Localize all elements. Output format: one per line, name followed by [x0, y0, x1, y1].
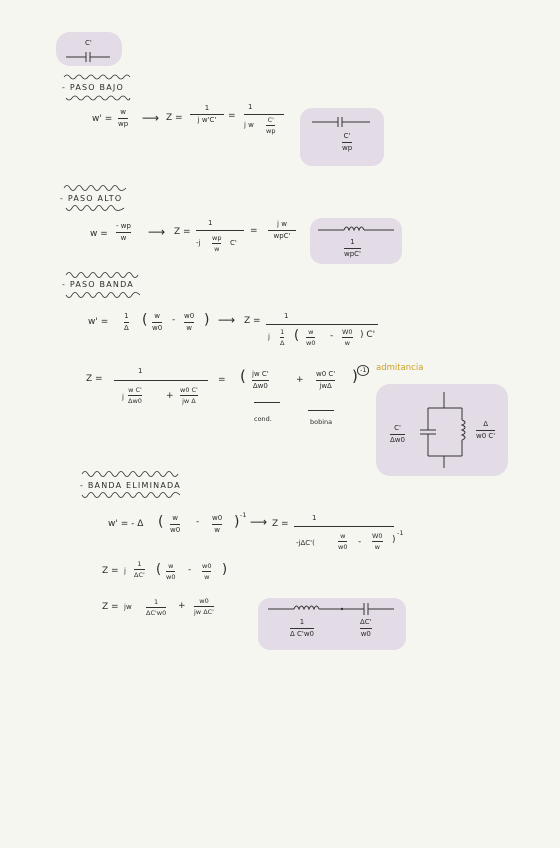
stop-z-pre: -jΔC'( [296, 539, 315, 547]
band-za-fraction [306, 328, 315, 347]
stop-l2-fraction [134, 560, 145, 579]
fraction-bar [244, 114, 284, 115]
numerator: - wp [116, 222, 131, 230]
paren-open: ( [240, 367, 246, 385]
band-r1-fraction [252, 370, 269, 391]
stop-l2-pre: j [124, 567, 126, 575]
numerator: w0 C' [316, 370, 336, 378]
numerator: Δ [483, 420, 488, 428]
numerator: 1 [280, 328, 285, 336]
inductor-symbol [318, 224, 394, 234]
stop-l2a-fraction [166, 562, 175, 581]
numerator: C' [267, 116, 274, 124]
minus: - [188, 565, 192, 575]
paren-open: ( [294, 328, 300, 343]
stop-a-fraction [170, 514, 180, 535]
denominator: wpC' [273, 231, 291, 240]
cond-label: cond. [254, 415, 272, 423]
high-z1-num: 1 [208, 219, 213, 227]
stop-l2-lhs: Z = [102, 566, 119, 576]
bobina-label: bobina [310, 418, 333, 426]
band-t1-fraction [128, 386, 142, 405]
numerator: w C' [128, 386, 142, 394]
denominator: Δ [280, 339, 285, 348]
arrow: ⟶ [148, 225, 166, 239]
numerator: W0 [372, 532, 383, 540]
plus: + [178, 601, 186, 611]
stop-zb-fraction [372, 532, 383, 551]
numerator: C' [343, 132, 351, 140]
fraction-bar [294, 526, 394, 527]
capacitor-symbol [66, 52, 126, 62]
numerator: w0 [212, 514, 223, 522]
denominator: ΔC' [134, 571, 145, 580]
denominator: jwΔ [319, 381, 332, 390]
numerator: j w [277, 220, 287, 228]
heading-paso-banda: - PASO BANDA [62, 280, 134, 289]
squiggle-decoration [66, 96, 130, 102]
low-z-lhs: Z = [166, 113, 183, 123]
low-z2-sub-fraction [266, 116, 275, 135]
numerator: W0 [342, 328, 353, 336]
band-t1-pre: j [122, 393, 124, 401]
squiggle-decoration [82, 494, 180, 500]
paren-close: ) [392, 535, 396, 545]
low-w-lhs: w' = [92, 114, 113, 124]
stop-l2b-fraction [202, 562, 211, 581]
numerator: w [172, 514, 178, 522]
denominator: jw ΔC' [194, 608, 214, 617]
stop-box-c-fraction [360, 618, 372, 639]
stop-z-lhs: Z = [272, 519, 289, 529]
denominator: j w'C' [197, 115, 217, 124]
denominator: w0 [360, 629, 371, 638]
band-box-l-fraction [476, 420, 495, 441]
numerator: w0 C' [180, 386, 198, 394]
denominator: Δ C'w0 [290, 629, 315, 638]
numerator: w0 [199, 597, 209, 605]
low-w-fraction [118, 108, 128, 129]
squiggle-decoration [66, 294, 140, 300]
band-z-pre: j [268, 333, 270, 341]
stop-b-fraction [212, 514, 222, 535]
high-z1-sub-fraction [212, 234, 221, 253]
band-t2-fraction [180, 386, 198, 405]
low-result-fraction [342, 132, 352, 153]
series-lc-symbol [268, 602, 394, 614]
numerator: 1 [154, 598, 159, 606]
denominator: Δ [124, 323, 129, 332]
band-box-c-fraction [390, 424, 405, 445]
equals: = [250, 226, 258, 236]
minus: - [196, 517, 200, 527]
equals: = [228, 111, 236, 121]
minus: - [172, 315, 176, 325]
paren-close: ) [234, 514, 240, 530]
plus: + [296, 375, 304, 385]
numerator: 1 [124, 312, 129, 320]
band-z-lhs: Z = [244, 316, 261, 326]
numerator: ΔC' [360, 618, 372, 626]
squiggle-decoration [66, 207, 124, 213]
fraction-bar [266, 324, 378, 325]
numerator: 1 [299, 618, 305, 626]
arrow: ⟶ [218, 313, 236, 327]
numerator: w [168, 562, 174, 570]
high-z-lhs: Z = [174, 227, 191, 237]
stop-l3-lhs: Z = [102, 602, 119, 612]
fraction-bar [196, 230, 244, 231]
numerator: 1 [204, 104, 210, 112]
band-a-fraction [152, 312, 162, 333]
band-delta-fraction [124, 312, 129, 333]
squiggle-decoration [64, 183, 126, 189]
parallel-lc-circuit [414, 392, 474, 468]
band-z2-num: 1 [138, 367, 143, 375]
denominator: Δw0 [390, 435, 405, 444]
heading-paso-alto: - PASO ALTO [60, 194, 123, 203]
denominator: w [204, 573, 210, 582]
numerator: jw C' [252, 370, 269, 378]
denominator: wpC' [344, 249, 361, 258]
plus: + [166, 391, 174, 401]
stop-l3a-fraction [146, 598, 166, 617]
numerator: C' [394, 424, 401, 432]
squiggle-decoration [64, 73, 130, 79]
high-z1-pre: -j [196, 239, 201, 247]
numerator: 1 [137, 560, 142, 568]
denominator: ΔC'w0 [146, 609, 167, 618]
paren-open: ( [156, 562, 162, 577]
exponent-circled: -1 [357, 365, 369, 376]
capacitor-label: C' [85, 39, 92, 47]
arrow: ⟶ [250, 515, 268, 529]
arrow: ⟶ [142, 111, 160, 125]
high-result-fraction [344, 238, 361, 259]
stop-za-fraction [338, 532, 347, 551]
paren-open: ( [142, 312, 148, 328]
stop-l3-pre: jw [124, 603, 132, 611]
heading-paso-bajo: - PASO BAJO [62, 83, 124, 92]
denominator: jw Δ [182, 397, 196, 406]
denominator: w [186, 323, 192, 332]
paren-close: ) [352, 367, 358, 385]
stop-z-num: 1 [312, 514, 317, 522]
equals: = [218, 375, 226, 385]
numerator: w [154, 312, 160, 320]
paren-close: ) [204, 312, 210, 328]
denominator: wp [342, 143, 353, 152]
exponent: -1 [240, 511, 247, 519]
numerator: wp [212, 234, 222, 242]
band-b-fraction [184, 312, 194, 333]
denominator: w [214, 245, 220, 254]
admitancia-annotation: admitancia [376, 363, 424, 373]
numerator: w [308, 328, 314, 336]
denominator: w [374, 543, 380, 552]
heading-banda-eliminada: - BANDA ELIMINADA [80, 481, 181, 490]
low-z2-pre: j w [244, 121, 254, 129]
band-z-num: 1 [284, 312, 289, 320]
squiggle-decoration [82, 469, 178, 475]
denominator: w0 [170, 525, 181, 534]
band-zd-fraction [280, 328, 284, 347]
denominator: w [214, 525, 220, 534]
denominator: w0 C' [476, 431, 496, 440]
low-z1-fraction [190, 104, 224, 125]
paren-close: ) [222, 562, 228, 577]
denominator: w0 [166, 573, 176, 582]
high-z1-post: C' [230, 239, 237, 247]
denominator: wp [118, 119, 129, 128]
denominator: w [120, 233, 127, 242]
numerator: 1 [350, 238, 355, 246]
capacitor-symbol [312, 117, 372, 127]
low-z2-num: 1 [248, 103, 253, 111]
denominator: w [344, 339, 350, 348]
denominator: Δw0 [128, 397, 142, 406]
numerator: w0 [184, 312, 195, 320]
denominator: wp [266, 127, 276, 136]
high-w-fraction [116, 222, 131, 243]
denominator: w0 [152, 323, 163, 332]
band-zb-fraction [342, 328, 353, 347]
band-r2-fraction [316, 370, 335, 391]
exponent: -1 [397, 529, 404, 537]
underline [254, 402, 280, 403]
band-z2-lhs: Z = [86, 374, 103, 384]
denominator: w0 [338, 543, 348, 552]
high-w-lhs: w = [90, 229, 108, 239]
band-w-lhs: w' = [88, 317, 109, 327]
stop-box-l-fraction [290, 618, 314, 639]
numerator: w0 [202, 562, 212, 570]
stop-l3b-fraction [194, 597, 214, 616]
fraction-bar [114, 380, 208, 381]
numerator: w [120, 108, 126, 116]
stop-w-lhs: w' = - Δ [108, 519, 144, 529]
numerator: w [340, 532, 346, 540]
high-z2-fraction [268, 220, 296, 241]
minus: - [330, 331, 334, 341]
denominator: Δw0 [252, 381, 268, 390]
underline [308, 410, 334, 411]
squiggle-decoration [66, 270, 138, 276]
paren-close-c: ) C' [360, 330, 376, 340]
paren-open: ( [158, 514, 164, 530]
minus: - [358, 537, 362, 547]
denominator: w0 [306, 339, 316, 348]
